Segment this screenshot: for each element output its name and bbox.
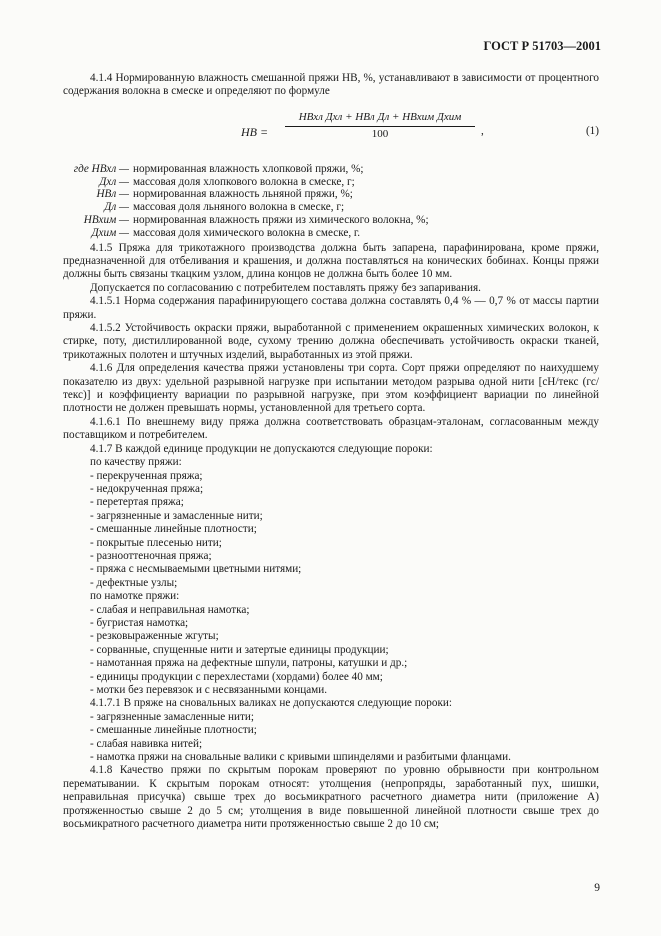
where-symbol: где НВхл —	[73, 162, 129, 175]
where-symbol: НВл —	[96, 188, 129, 201]
list-item: - намотанная пряжа на дефектные шпули, патроны, катушки и др.;	[90, 657, 408, 670]
formula-lhs: НВ =	[241, 124, 269, 139]
list-item: - загрязненные и замасленные нити;	[90, 509, 263, 522]
where-row	[26, 163, 599, 176]
list-item: - покрытые плесенью нити;	[90, 536, 222, 549]
where-row	[26, 214, 599, 227]
list-heading-winding: по намотке пряжи:	[90, 590, 180, 603]
where-list	[63, 163, 599, 240]
where-row	[26, 227, 599, 240]
list-item: - пряжа с несмываемыми цветными нитями;	[90, 563, 302, 576]
list-item: - дефектные узлы;	[90, 576, 178, 589]
where-row	[26, 176, 599, 189]
list-heading-quality: по качеству пряжи:	[90, 456, 182, 469]
list-item: - перетертая пряжа;	[90, 496, 184, 509]
list-item: - намотка пряжи на сновальные валики с кривыми шпинделями и разбитыми фланцами.	[90, 751, 511, 764]
where-text: массовая доля льняного волокна в смеске, г;	[133, 201, 345, 214]
paragraph-4-1-7: 4.1.7 В каждой единице продукции не допускаются следующие пороки:	[90, 442, 433, 455]
paragraph-4-1-7-1: 4.1.7.1 В пряже на сновальных валиках не допускаются следующие пороки:	[90, 697, 452, 710]
document-body	[63, 72, 599, 831]
formula-number: (1)	[585, 124, 599, 137]
paragraph-4-1-5-1: 4.1.5.1 Норма содержания парафинирующего состава должна составлять 0,4 % — 0,7 % от массы партии пряжи.	[63, 295, 599, 321]
where-text: нормированная влажность льняной пряжи, %;	[133, 188, 353, 201]
paragraph-4-1-5-2: 4.1.5.2 Устойчивость окраски пряжи, выработанной с применением окрашенных химических волокон, к стирке, поту, дистиллированной воде, сухому трению должна обеспечивать устойчивость окраски тканей, трикотажных полотен и штучных изделий, выработанных из этой пряжи.	[63, 322, 599, 361]
list-item: - смешанные линейные плотности;	[90, 523, 257, 536]
where-symbol: Дл —	[104, 201, 129, 214]
where-text: нормированная влажность хлопковой пряжи, %;	[133, 162, 364, 175]
page-number: 9	[594, 882, 600, 894]
list-item: - слабая и неправильная намотка;	[90, 603, 250, 616]
where-text: нормированная влажность пряжи из химического волокна, %;	[133, 214, 429, 226]
list-item: - загрязненные замасленные нити;	[90, 710, 254, 723]
formula-comma: ,	[481, 124, 484, 137]
list-item: - единицы продукции с перехлестами (хордами) более 40 мм;	[90, 670, 383, 683]
where-symbol: НВхим —	[83, 214, 129, 226]
paragraph-4-1-6: 4.1.6 Для определения качества пряжи установлены три сорта. Сорт пряжи определяют по наихудшему показателю из двух: удельной разрывной нагрузке при испытании методом разрыва одной нити [сН/текс (гс/текс)] и коэффициенту вариации по разрывной нагрузке, при этом коэффициент вариации по линейной плотности не должен превышать нормы, установленной для третьего сорта.	[63, 362, 599, 415]
paragraph-4-1-5-note: Допускается по согласованию с потребителем поставлять пряжу без запаривания.	[90, 281, 481, 294]
list-item: - недокрученная пряжа;	[90, 482, 204, 495]
paragraph-4-1-8: 4.1.8 Качество пряжи по скрытым порокам проверяют по уровню обрывности при контрольном перематывании. К скрытым порокам относят: утолщения (непропряды, заработанный пух, шишки, неправильная присучка) свыше трех до восьмикратного расчетного диаметра нити (приложение А) протяженностью свыше 2 до 5 см; утолщения в виде повышенной линейной плотности свыше трех до восьмикратного расчетного диаметра нити протяженностью свыше 2 до 10 см;	[63, 764, 599, 831]
formula-block	[63, 101, 599, 159]
where-row	[26, 201, 599, 214]
list-item: - разнооттеночная пряжа;	[90, 549, 212, 562]
where-row	[26, 188, 599, 201]
list-item: - мотки без перевязок и с несвязанными концами.	[90, 684, 328, 696]
paragraph-4-1-4: 4.1.4 Нормированную влажность смешанной пряжи НВ, %, устанавливают в зависимости от процентного содержания волокна в смеске и определяют по формуле	[63, 72, 599, 98]
where-symbol: Дхим —	[91, 226, 129, 239]
list-item: - слабая навивка нитей;	[90, 737, 203, 750]
list-item: - сорванные, спущенные нити и затертые единицы продукции;	[90, 643, 389, 656]
formula-denominator: 100	[371, 128, 389, 141]
list-item: - резковыраженные жгуты;	[90, 630, 219, 643]
where-text: массовая доля хлопкового волокна в смеске, г;	[133, 175, 355, 188]
list-item: - смешанные линейные плотности;	[90, 724, 257, 737]
list-item: - бугристая намотка;	[90, 616, 189, 629]
page-header: ГОСТ Р 51703—2001	[483, 39, 601, 53]
paragraph-4-1-6-1: 4.1.6.1 По внешнему виду пряжа должна соответствовать образцам-эталонам, согласованным между поставщиком и потребителем.	[63, 415, 599, 442]
list-item: - перекрученная пряжа;	[90, 469, 203, 482]
formula-fraction	[285, 111, 475, 142]
where-text: массовая доля химического волокна в смеске, г.	[133, 226, 361, 239]
formula-numerator: НВхл Дхл + НВл Дл + НВхим Дхим	[285, 111, 475, 127]
paragraph-4-1-5: 4.1.5 Пряжа для трикотажного производства должна быть запарена, парафинирована, кроме пряжи, предназначенной для отбеливания и крашения, и должна поставляться на конических бобинах. Концы пряжи должны быть связаны ткацким узлом, длина концов не должна быть более 10 мм.	[63, 241, 599, 281]
where-symbol: Дхл —	[99, 175, 129, 188]
